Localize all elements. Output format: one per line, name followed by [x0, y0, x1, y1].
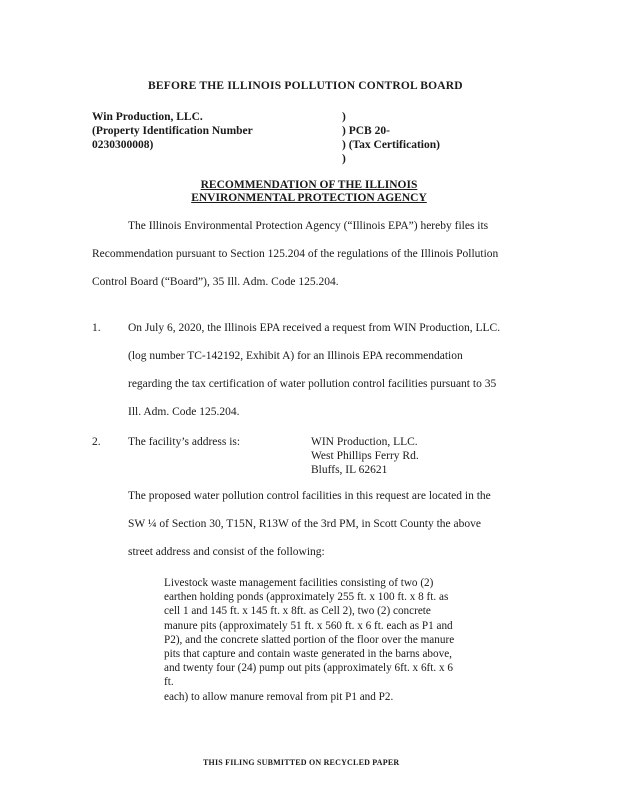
- item2-line: The proposed water pollution control facilities in this request are located in the: [128, 490, 491, 502]
- caption-bracket: ): [342, 153, 346, 165]
- item1-line: regarding the tax certification of water pollution control facilities pursuant to 35: [128, 378, 497, 390]
- intro-line: Recommendation pursuant to Section 125.204 of the regulations of the Illinois Pollution: [92, 248, 499, 260]
- item1-line: Ill. Adm. Code 125.204.: [128, 406, 240, 418]
- intro-line: The Illinois Environmental Protection Agency (“Illinois EPA”) hereby files its: [128, 220, 489, 232]
- item1-line: (log number TC-142192, Exhibit A) for an Illinois EPA recommendation: [128, 350, 463, 362]
- address-line: WIN Production, LLC.: [311, 436, 418, 448]
- facility-description-line: earthen holding ponds (approximately 255 ft. x 100 ft. x 8 ft. as: [164, 591, 449, 604]
- intro-line: Control Board (“Board”), 35 Ill. Adm. Code 125.204.: [92, 276, 339, 288]
- address-label: The facility’s address is:: [128, 436, 241, 448]
- document-heading: BEFORE THE ILLINOIS POLLUTION CONTROL BOARD: [148, 80, 463, 92]
- facility-description-line: P2), and the concrete slatted portion of the floor over the manure: [164, 633, 455, 646]
- item1-line: On July 6, 2020, the Illinois EPA received a request from WIN Production, LLC.: [128, 322, 501, 334]
- facility-description-line: pits that capture and contain waste generated in the barns above,: [164, 648, 452, 661]
- caption-party: Win Production, LLC.: [92, 111, 203, 123]
- caption-pin-label: (Property Identification Number: [92, 125, 253, 137]
- facility-description: [164, 576, 464, 704]
- recommendation-title: [180, 179, 438, 205]
- caption-pin-value: 0230300008): [92, 139, 154, 151]
- item2-line: SW ¼ of Section 30, T15N, R13W of the 3rd PM, in Scott County the above: [128, 518, 481, 530]
- address-line: Bluffs, IL 62621: [311, 464, 388, 476]
- facility-description-line: each) to allow manure removal from pit P1 and P2.: [164, 690, 394, 703]
- recommendation-title-line: ENVIRONMENTAL PROTECTION AGENCY: [191, 192, 427, 204]
- item-number: 1.: [92, 322, 101, 334]
- facility-description-line: cell 1 and 145 ft. x 145 ft. x 8ft. as Cell 2), two (2) concrete: [164, 605, 431, 618]
- caption-case-number: ) PCB 20-: [342, 125, 390, 137]
- caption-bracket: ): [342, 111, 346, 123]
- facility-description-line: Livestock waste management facilities consisting of two (2): [164, 577, 434, 589]
- recommendation-title-line: RECOMMENDATION OF THE ILLINOIS: [200, 179, 418, 191]
- caption-case-type: ) (Tax Certification): [342, 139, 440, 151]
- item2-line: street address and consist of the following:: [128, 546, 325, 558]
- footer-note: THIS FILING SUBMITTED ON RECYCLED PAPER: [203, 758, 400, 767]
- facility-description-line: manure pits (approximately 51 ft. x 560 ft. x 6 ft. each as P1 and: [164, 619, 453, 632]
- facility-description-line: and twenty four (24) pump out pits (approximately 6ft. x 6ft. x 6 ft.: [164, 662, 453, 689]
- address-line: West Phillips Ferry Rd.: [311, 450, 419, 462]
- item-number: 2.: [92, 436, 101, 448]
